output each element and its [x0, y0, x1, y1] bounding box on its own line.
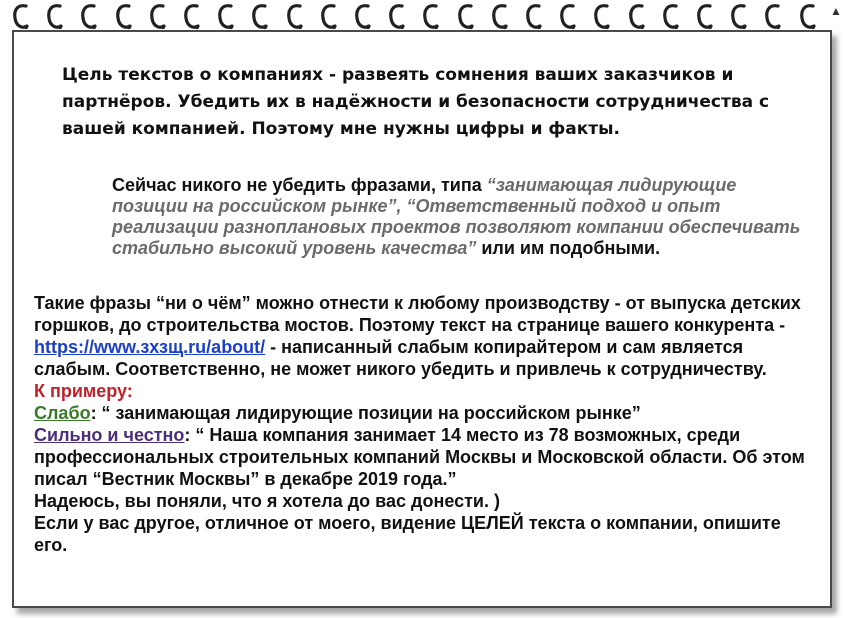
weak-label: Слабо — [34, 403, 91, 423]
paragraph-competitor — [34, 292, 814, 380]
closing-line: Если у вас другое, отличное от моего, видение ЦЕЛЕЙ текста о компании, опишите его. — [34, 513, 781, 555]
spiral-ring-icon — [491, 2, 509, 32]
spiral-binding — [0, 0, 844, 34]
spiral-ring-icon — [525, 2, 543, 32]
competitor-link[interactable]: https://www.зхзщ.ru/about/ — [34, 337, 266, 357]
spiral-ring-icon — [115, 2, 133, 32]
spiral-ring-icon — [12, 2, 30, 32]
spiral-ring-icon — [730, 2, 748, 32]
strong-text: : “ Наша компания занимает 14 место из 78 возможных, среди профессиональных строительных компаний Москвы и Московской области. Об этом писал “Вестник Москвы” в декабре 2019 года.” — [34, 425, 805, 489]
spiral-ring-icon — [80, 2, 98, 32]
spiral-ring-icon — [388, 2, 406, 32]
spiral-ring-icon — [286, 2, 304, 32]
spiral-ring-icon — [149, 2, 167, 32]
spiral-ring-icon — [799, 2, 817, 32]
main-body — [34, 292, 814, 556]
intro-paragraph: Цель текстов о компаниях - развеять сомнения ваших заказчиков и партнёров. Убедить их в надёжности и безопасности сотрудничества с вашей компанией. Поэтому мне нужны цифры и факты. — [62, 65, 770, 139]
quote-phrase: “занимающая лидирующие позиции на российском рынке”, “Ответственный подход и опыт реализации разноплановых проектов позволяют компании обеспечивать стабильно высокий уровень качества” — [112, 175, 801, 258]
quote-tail: или им подобными. — [476, 238, 661, 258]
spiral-ring-icon — [354, 2, 372, 32]
quote-lead: Сейчас никого не убедить фразами, типа — [112, 175, 487, 195]
spiral-ring-icon — [593, 2, 611, 32]
spiral-ring-icon — [251, 2, 269, 32]
spiral-ring-icon — [559, 2, 577, 32]
p1-start: Такие фразы “ни о чём” можно отнести к любому производству - от выпуска детских горшков, до строительства мостов. Поэтому текст на странице вашего конкурента - — [34, 293, 801, 335]
strong-label: Сильно и честно — [34, 425, 185, 445]
weak-text: : “ занимающая лидирующие позиции на российском рынке” — [90, 403, 641, 423]
strong-example — [34, 424, 814, 490]
weak-example — [34, 402, 814, 424]
spiral-ring-icon — [764, 2, 782, 32]
spiral-ring-icon — [696, 2, 714, 32]
example-label: К примеру: — [34, 381, 133, 401]
spiral-ring-icon — [217, 2, 235, 32]
spiral-ring-icon — [320, 2, 338, 32]
spiral-ring-icon — [457, 2, 475, 32]
spiral-ring-icon — [628, 2, 646, 32]
p1-end: - написанный слабым копирайтером и сам является слабым. Соответственно, не может никого убедить и привлечь к сотрудничеству. — [34, 337, 767, 379]
spiral-ring-icon — [422, 2, 440, 32]
spiral-ring-icon — [662, 2, 680, 32]
scroll-up-arrow-icon[interactable]: ▲ — [830, 4, 842, 18]
spiral-ring-icon — [46, 2, 64, 32]
hope-line: Надеюсь, вы поняли, что я хотела до вас донести. ) — [34, 491, 500, 511]
spiral-ring-icon — [183, 2, 201, 32]
cliche-quote-paragraph — [112, 175, 802, 259]
